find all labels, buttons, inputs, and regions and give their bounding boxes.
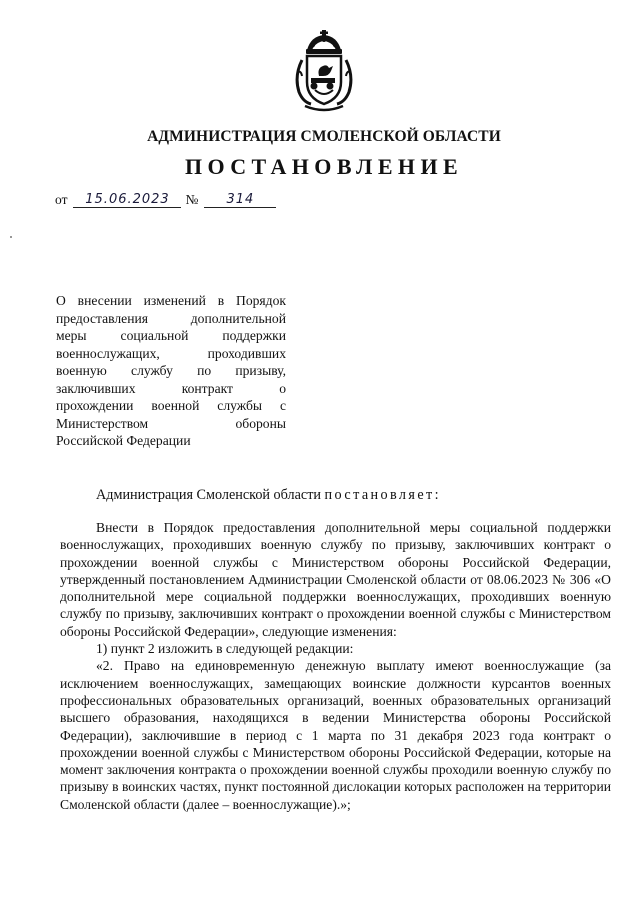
subject-line: Российской Федерации bbox=[56, 433, 191, 448]
coat-of-arms-icon bbox=[293, 30, 355, 112]
subject-line: Министерством обороны bbox=[56, 415, 286, 431]
intro-authority: Администрация Смоленской области bbox=[96, 487, 321, 503]
subject-line: военную службу по призыву, bbox=[56, 363, 286, 378]
body-paragraph: Внести в Порядок предоставления дополнительной меры социальной поддержки военнослужащих, проходивших военную службу по призыву, заключивших контракт о прохождении военной службы с Министерством обороны Российской Федерации, утвержденный постановлением Администрации Смоленской области от 08.06.2023 № 306 «О дополнительной мере социальной поддержки военнослужащих, проходивших военную службу по призыву, заключивших контракт о прохождении военной службы с Министерством обороны Российской Федерации», следующие изменения: bbox=[60, 520, 611, 639]
subject-line: прохождении военной службы с bbox=[56, 398, 286, 413]
subject-line: меры социальной поддержки bbox=[56, 328, 286, 343]
scan-speck bbox=[10, 236, 12, 238]
organization-title: АДМИНИСТРАЦИЯ СМОЛЕНСКОЙ ОБЛАСТИ bbox=[147, 128, 501, 145]
date-prefix-label: от bbox=[55, 192, 68, 207]
amendment-item: 1) пункт 2 изложить в следующей редакции: bbox=[96, 641, 354, 657]
quoted-new-text: «2. Право на единовременную денежную выплату имеют военнослужащие (за исключением военнослужащих, замещающих воинские должности курсантов военных профессиональных образовательных организаций, военных образовательных организаций высшего образования, находящихся в ведении Министерства обороны Российской Федерации), заключившие в период с 1 марта по 31 декабря 2023 года контракт о прохождении военной службы с Министерством обороны Российской Федерации, которые на момент заключения контракта о прохождении военной службы проходили военную службу по призыву в воинских частях, пункт постоянной дислокации которых расположен на территории Смоленской области (далее – военнослужащие).»; bbox=[60, 658, 611, 812]
handwritten-date: 15.06.2023 bbox=[73, 192, 181, 208]
intro-decree-word: постановляет: bbox=[324, 487, 441, 503]
date-number-line bbox=[55, 192, 276, 208]
number-label: № bbox=[185, 192, 199, 207]
subject-line: О внесении изменений в Порядок bbox=[56, 293, 286, 308]
document-type-title: ПОСТАНОВЛЕНИЕ bbox=[184, 154, 464, 179]
decree-intro bbox=[96, 487, 441, 504]
decree-body bbox=[60, 519, 611, 813]
subject-line: военнослужащих, проходивших bbox=[56, 345, 286, 361]
subject-line: заключивших контракт о bbox=[56, 380, 286, 396]
subject-block bbox=[56, 292, 286, 450]
subject-line: предоставления дополнительной bbox=[56, 310, 286, 326]
handwritten-number: 314 bbox=[204, 192, 276, 208]
